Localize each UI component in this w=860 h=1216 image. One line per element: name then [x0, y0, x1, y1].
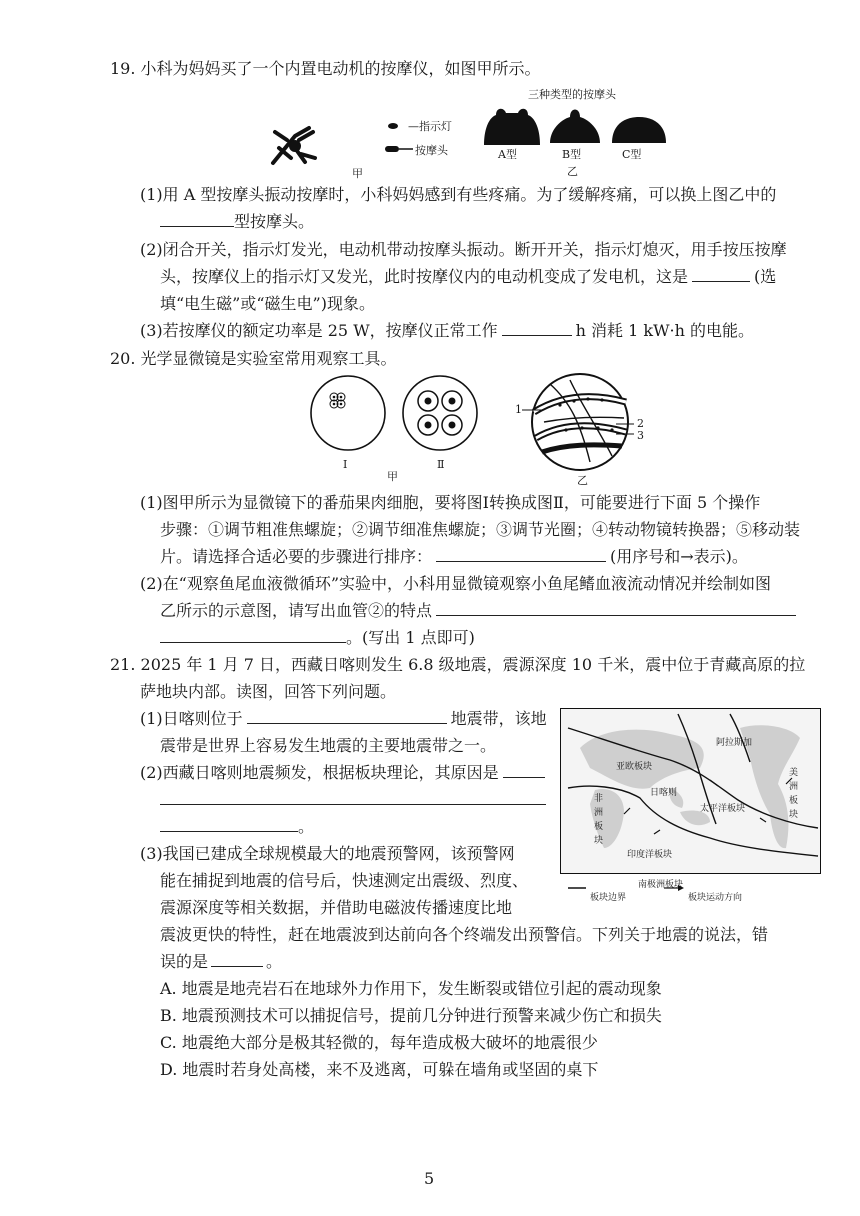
- q21-p2-end-row: 。: [160, 816, 314, 838]
- fig20-marker-2: 2: [637, 417, 644, 430]
- q19-p3-row: (3)若按摩仪的额定功率是 25 W，按摩仪正常工作 h 消耗 1 kW·h 的电能。: [140, 321, 755, 340]
- q19-p2-a: (2)闭合开关，指示灯发光，电动机带动按摩头振动。断开开关，指示灯熄灭，用手按压按摩: [140, 240, 787, 259]
- q20-p2-c-row: 。(写出 1 点即可): [160, 627, 475, 649]
- q21-p3-d: 震波更快的特性，赶在地震波到达前向各个终端发出预警信。下列关于地震的说法，错: [160, 925, 769, 944]
- microscope-view-I: [310, 375, 390, 455]
- fig20-marker-1: 1: [515, 403, 522, 416]
- option-d[interactable]: D. 地震时若身处高楼，来不及逃离，可躲在墙角或坚固的桌下: [160, 1060, 599, 1079]
- page-number: 5: [424, 1169, 435, 1188]
- option-a[interactable]: A. 地震是地壳岩石在地球外力作用下，发生断裂或错位引起的震动现象: [160, 979, 662, 998]
- microscope-view-II: [402, 375, 482, 455]
- answer-blank[interactable]: [692, 266, 750, 282]
- fig20-jia: 甲: [387, 470, 398, 483]
- legend-plate-boundary: 板块边界: [590, 893, 627, 903]
- q19-stem: 19. 小科为妈妈买了一个内置电动机的按摩仪，如图甲所示。: [110, 59, 541, 78]
- answer-blank[interactable]: [211, 951, 263, 967]
- label-massage-head: 按摩头: [415, 144, 448, 157]
- answer-blank[interactable]: [160, 211, 234, 227]
- q21-p3-b: 能在捕捉到地震的信号后，快速测定出震级、烈度、: [160, 871, 529, 890]
- fig20-yi: 乙: [577, 474, 588, 487]
- head-type-b: [548, 103, 602, 145]
- q20-p2-a: (2)在“观察鱼尾血液微循环”实验中，小科用显微镜观察小鱼尾鳍血液流动情况并绘制如图: [140, 574, 772, 593]
- fig20-label-I: Ⅰ: [343, 458, 348, 471]
- fig20-marker-3: 3: [637, 429, 644, 442]
- map-indian-plate: 印度洋板块: [627, 850, 673, 860]
- q19-p1-b-row: 型按摩头。: [160, 211, 314, 233]
- map-american-plate: 美 洲 板 块: [789, 768, 799, 820]
- answer-line[interactable]: [160, 804, 546, 805]
- answer-blank[interactable]: [502, 320, 572, 336]
- option-b[interactable]: B. 地震预测技术可以捕捉信号，提前几分钟进行预警来减少伤亡和损失: [160, 1006, 662, 1025]
- q21-stem-b: 萨地块内部。读图，回答下列问题。: [140, 682, 397, 701]
- answer-blank[interactable]: [160, 627, 346, 643]
- q21-stem-a: 21. 2025 年 1 月 7 日，西藏日喀则发生 6.8 级地震，震源深度 10 千米，震中位于青藏高原的拉: [110, 655, 806, 674]
- blood-vessel-diagram: [530, 372, 630, 472]
- answer-blank[interactable]: [247, 708, 447, 724]
- map-pacific-plate: 太平洋板块: [700, 804, 746, 814]
- q20-p1-a: (1)图甲所示为显微镜下的番茄果肉细胞，要将图Ⅰ转换成图Ⅱ，可能要进行下面 5 个操作: [140, 493, 761, 512]
- fig19-jia: 甲: [352, 167, 363, 180]
- q21-p1-row: (1)日喀则位于 地震带，该地: [140, 709, 547, 728]
- q21-p3-c: 震源深度等相关数据，并借助电磁波传播速度比地: [160, 898, 513, 917]
- option-c[interactable]: C. 地震绝大部分是极其轻微的，每年造成极大破坏的地震很少: [160, 1033, 598, 1052]
- label-indicator-light: —指示灯: [408, 120, 452, 133]
- map-rikaze: 日喀则: [650, 788, 678, 798]
- label-type-a: A型: [498, 148, 517, 161]
- q19-p2-b-row: 头，按摩仪上的指示灯又发光，此时按摩仪内的电动机变成了发电机，这是 (选: [160, 267, 777, 286]
- head-type-a: [482, 105, 542, 147]
- q21-p3-e-row: 误的是 。: [160, 952, 283, 971]
- fig19-heads-title: 三种类型的按摩头: [528, 88, 616, 101]
- fig19-yi: 乙: [567, 165, 578, 178]
- fig20-label-II: Ⅱ: [437, 458, 445, 471]
- q19-p2-c: 填“电生磁”或“磁生电”)现象。: [160, 294, 375, 313]
- legend-plate-motion: 板块运动方向: [688, 893, 743, 903]
- answer-blank[interactable]: [160, 816, 298, 832]
- map-antarctic-plate: 南极洲板块: [638, 880, 684, 890]
- q20-p1-c-row: 片。请选择合适必要的步骤进行排序： (用序号和→表示)。: [160, 547, 748, 566]
- q20-p2-b-row: 乙所示的示意图，请写出血管②的特点: [160, 600, 796, 622]
- map-eurasian-plate: 亚欧板块: [616, 762, 653, 772]
- answer-blank[interactable]: [436, 600, 796, 616]
- answer-blank[interactable]: [436, 546, 606, 562]
- answer-blank[interactable]: [503, 762, 545, 778]
- label-type-c: C型: [622, 148, 642, 161]
- q20-p1-b: 步骤：①调节粗准焦螺旋；②调节细准焦螺旋；③调节光圈；④转动物镜转换器；⑤移动装: [160, 520, 801, 539]
- q19-p1-a: (1)用 A 型按摩头振动按摩时，小科妈妈感到有些疼痛。为了缓解疼痛，可以换上图乙中的: [140, 185, 777, 204]
- q21-p1-c: 震带是世界上容易发生地震的主要地震带之一。: [160, 736, 497, 755]
- head-type-c: [610, 115, 668, 145]
- label-type-b: B型: [562, 148, 582, 161]
- q20-stem: 20. 光学显微镜是实验室常用观察工具。: [110, 349, 397, 368]
- map-african-plate: 非 洲 板 块: [594, 794, 604, 846]
- map-alaska: 阿拉斯加: [716, 738, 753, 748]
- q21-p3-a: (3)我国已建成全球规模最大的地震预警网，该预警网: [140, 844, 515, 863]
- massager-device-figure: [265, 118, 325, 178]
- q21-p2-row: (2)西藏日喀则地震频发，根据板块理论，其原因是: [140, 762, 545, 784]
